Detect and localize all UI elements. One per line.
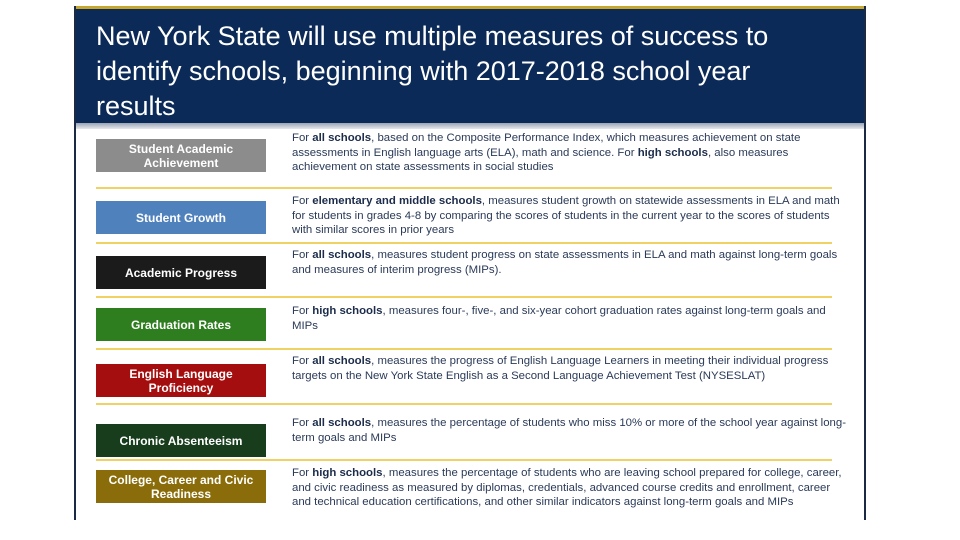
measure-label: Chronic Absenteeism <box>96 424 266 457</box>
row-divider <box>96 187 832 189</box>
description-text: For <box>292 195 313 207</box>
description-emphasis: all schools <box>312 249 372 261</box>
measure-label: College, Career and Civic Readiness <box>96 470 266 503</box>
row-divider <box>96 242 832 244</box>
title-divider <box>76 123 864 129</box>
measure-description <box>292 194 852 238</box>
description-emphasis: all schools <box>312 355 372 367</box>
title-banner <box>76 6 864 123</box>
description-text: , measures the progress of English Language Learners in meeting their individual progress targets on the New York State English as a Second Language Achievement Test (NYSESLAT) <box>292 355 829 382</box>
description-text: For <box>292 355 313 367</box>
measure-label: Graduation Rates <box>96 308 266 341</box>
measure-label: Student Growth <box>96 201 266 234</box>
description-text: , measures four-, five-, and six-year cohort graduation rates against long-term goals and MIPs <box>292 305 826 332</box>
description-emphasis: all schools <box>312 132 372 144</box>
measure-description <box>292 304 852 333</box>
description-text: , measures the percentage of students who are leaving school prepared for college, career, and civic readiness as measured by diplomas, credentials, advanced course credits and enrollment, career and technical education certifications, and other similar indicators against long-term goals and MIPs <box>292 467 842 508</box>
description-text: , measures the percentage of students who miss 10% or more of the school year against long-term goals and MIPs <box>292 417 847 444</box>
description-text: , measures student growth on statewide assessments in ELA and math for students in grades 4-8 by comparing the scores of students in the current year to the scores of students with similar scores in prior years <box>292 195 840 236</box>
description-emphasis: elementary and middle schools <box>312 195 482 207</box>
description-emphasis: high schools <box>312 305 383 317</box>
measure-description <box>292 131 852 175</box>
row-divider <box>96 403 832 405</box>
row-divider <box>96 348 832 350</box>
description-text: , also measures achievement on state assessments in social studies <box>292 146 789 173</box>
measure-description <box>292 248 852 277</box>
description-emphasis: high schools <box>312 467 383 479</box>
description-text: For <box>292 132 313 144</box>
description-text: For <box>292 467 313 479</box>
description-text: For <box>292 305 313 317</box>
measure-label: Academic Progress <box>96 256 266 289</box>
description-emphasis: all schools <box>312 417 372 429</box>
measure-description <box>292 354 852 383</box>
row-divider <box>96 459 832 461</box>
description-text: , measures student progress on state assessments in ELA and math against long-term goals and measures of interim progress (MIPs). <box>292 249 838 276</box>
measure-label: Student Academic Achievement <box>96 139 266 172</box>
description-emphasis: high schools <box>637 146 708 159</box>
slide <box>74 6 866 520</box>
slide-title: New York State will use multiple measures of success to identify schools, beginning with 2017-2018 school year results <box>96 21 769 121</box>
row-divider <box>96 296 832 298</box>
measure-description <box>292 416 852 445</box>
measure-label: English Language Proficiency <box>96 364 266 397</box>
measure-description <box>292 466 852 510</box>
description-text: For <box>292 417 313 429</box>
description-text: , based on the Composite Performance Index, which measures achievement on state assessments in English language arts (ELA), math and science. For <box>292 132 801 159</box>
description-text: For <box>292 249 313 261</box>
